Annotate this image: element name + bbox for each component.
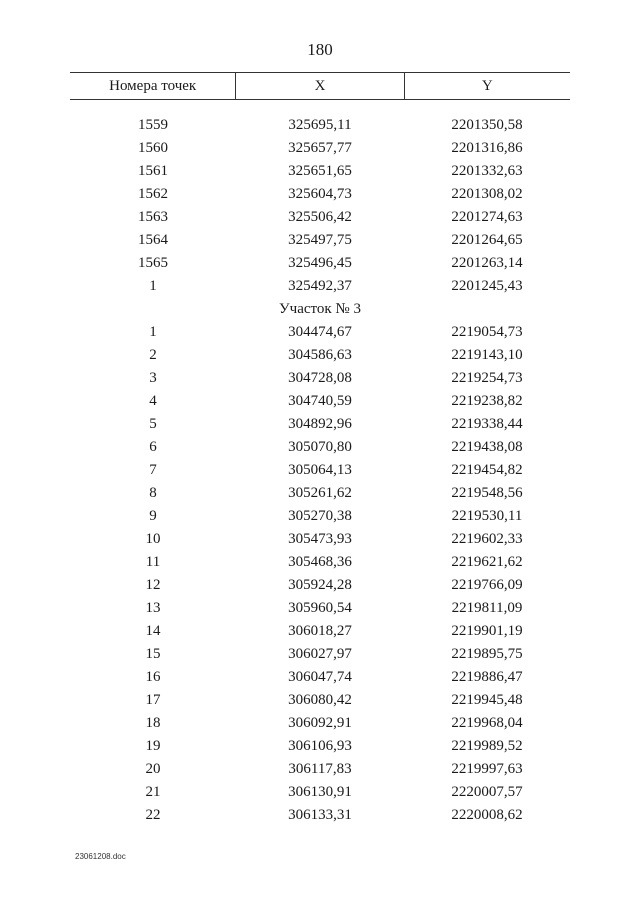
y-coordinate-cell: 2201316,86 xyxy=(451,140,523,156)
point-number-cell: 6 xyxy=(149,439,157,455)
point-number-cell: 18 xyxy=(145,715,161,731)
x-coordinate-cell: 304892,96 xyxy=(288,416,352,432)
x-coordinate-cell: 305261,62 xyxy=(288,485,352,501)
y-coordinate-cell: 2219968,04 xyxy=(451,715,523,731)
y-coordinate-cell: 2219886,47 xyxy=(451,669,523,685)
table-row xyxy=(70,781,570,804)
x-coordinate-cell: 304586,63 xyxy=(288,347,352,363)
x-coordinate-cell: 325506,42 xyxy=(288,209,352,225)
y-coordinate-cell: 2219338,44 xyxy=(451,416,523,432)
table-row xyxy=(70,160,570,183)
y-coordinate-cell: 2201245,43 xyxy=(451,278,523,294)
y-coordinate-cell: 2201274,63 xyxy=(451,209,523,225)
y-coordinate-cell: 2201332,63 xyxy=(451,163,523,179)
x-coordinate-cell: 304728,08 xyxy=(288,370,352,386)
x-coordinate-cell: 305070,80 xyxy=(288,439,352,455)
point-number-cell: 1559 xyxy=(138,117,168,133)
table-row xyxy=(70,666,570,689)
point-number-cell: 1560 xyxy=(138,140,168,156)
table-header xyxy=(70,72,570,100)
x-coordinate-cell: 306133,31 xyxy=(288,807,352,823)
table-row xyxy=(70,528,570,551)
table-row xyxy=(70,229,570,252)
y-coordinate-cell: 2219143,10 xyxy=(451,347,523,363)
y-coordinate-cell: 2201350,58 xyxy=(451,117,523,133)
point-number-cell: 3 xyxy=(149,370,157,386)
y-coordinate-cell: 2219054,73 xyxy=(451,324,523,340)
y-coordinate-cell: 2219621,62 xyxy=(451,554,523,570)
x-coordinate-cell: 325657,77 xyxy=(288,140,352,156)
y-coordinate-cell: 2220008,62 xyxy=(451,807,523,823)
x-coordinate-cell: 306047,74 xyxy=(288,669,352,685)
point-number-cell: 1565 xyxy=(138,255,168,271)
x-coordinate-cell: 306027,97 xyxy=(288,646,352,662)
x-coordinate-cell: 306130,91 xyxy=(288,784,352,800)
table-row xyxy=(70,367,570,390)
point-number-cell: 1563 xyxy=(138,209,168,225)
table-row xyxy=(70,344,570,367)
y-coordinate-cell: 2201264,65 xyxy=(451,232,523,248)
table-row xyxy=(70,321,570,344)
x-coordinate-cell: 305960,54 xyxy=(288,600,352,616)
table-row xyxy=(70,758,570,781)
table-row xyxy=(70,689,570,712)
coordinates-table-body xyxy=(70,114,570,827)
x-coordinate-cell: 325604,73 xyxy=(288,186,352,202)
x-coordinate-cell: 325497,75 xyxy=(288,232,352,248)
y-coordinate-cell: 2219989,52 xyxy=(451,738,523,754)
x-coordinate-cell: 306106,93 xyxy=(288,738,352,754)
y-coordinate-cell: 2219766,09 xyxy=(451,577,523,593)
point-number-cell: 16 xyxy=(145,669,161,685)
x-coordinate-cell: 325492,37 xyxy=(288,278,352,294)
table-row xyxy=(70,114,570,137)
x-coordinate-cell: 305270,38 xyxy=(288,508,352,524)
y-coordinate-cell: 2219945,48 xyxy=(451,692,523,708)
point-number-cell: 1561 xyxy=(138,163,168,179)
table-row xyxy=(70,482,570,505)
table-row xyxy=(70,436,570,459)
table-row xyxy=(70,252,570,275)
point-number-cell: 5 xyxy=(149,416,157,432)
y-coordinate-cell: 2201263,14 xyxy=(451,255,523,271)
table-row xyxy=(70,275,570,298)
table-row xyxy=(70,137,570,160)
y-coordinate-cell: 2219454,82 xyxy=(451,462,523,478)
x-coordinate-cell: 305468,36 xyxy=(288,554,352,570)
page-number: 180 xyxy=(307,40,333,59)
table-row xyxy=(70,206,570,229)
table-row xyxy=(70,804,570,827)
x-coordinate-cell: 305924,28 xyxy=(288,577,352,593)
table-row xyxy=(70,183,570,206)
point-number-cell: 2 xyxy=(149,347,157,363)
point-number-cell: 9 xyxy=(149,508,157,524)
x-coordinate-cell: 304740,59 xyxy=(288,393,352,409)
y-coordinate-cell: 2219254,73 xyxy=(451,370,523,386)
point-number-cell: 22 xyxy=(145,807,161,823)
table-row xyxy=(70,597,570,620)
point-number-cell: 8 xyxy=(149,485,157,501)
table-row xyxy=(70,390,570,413)
y-coordinate-cell: 2219895,75 xyxy=(451,646,523,662)
column-header-y: Y xyxy=(404,73,570,99)
x-coordinate-cell: 306018,27 xyxy=(288,623,352,639)
column-header-x: X xyxy=(235,73,403,99)
x-coordinate-cell: 306092,91 xyxy=(288,715,352,731)
y-coordinate-cell: 2219238,82 xyxy=(451,393,523,409)
footer-filename: 23061208.doc xyxy=(75,852,126,861)
point-number-cell: 1564 xyxy=(138,232,168,248)
section-title: Участок № 3 xyxy=(279,301,361,317)
x-coordinate-cell: 325651,65 xyxy=(288,163,352,179)
point-number-cell: 7 xyxy=(149,462,157,478)
table-row xyxy=(70,413,570,436)
y-coordinate-cell: 2219602,33 xyxy=(451,531,523,547)
x-coordinate-cell: 304474,67 xyxy=(288,324,352,340)
point-number-cell: 12 xyxy=(145,577,161,593)
point-number-cell: 13 xyxy=(145,600,161,616)
y-coordinate-cell: 2219530,11 xyxy=(451,508,523,524)
point-number-cell: 17 xyxy=(145,692,161,708)
point-number-cell: 20 xyxy=(145,761,161,777)
point-number-cell: 1 xyxy=(149,324,157,340)
table-row xyxy=(70,505,570,528)
point-number-cell: 19 xyxy=(145,738,161,754)
table-row xyxy=(70,620,570,643)
x-coordinate-cell: 305064,13 xyxy=(288,462,352,478)
point-number-cell: 11 xyxy=(145,554,161,570)
table-row xyxy=(70,574,570,597)
y-coordinate-cell: 2219997,63 xyxy=(451,761,523,777)
point-number-cell: 10 xyxy=(145,531,161,547)
point-number-cell: 14 xyxy=(145,623,161,639)
point-number-cell: 1562 xyxy=(138,186,168,202)
column-header-point-number: Номера точек xyxy=(109,77,197,94)
table-row xyxy=(70,643,570,666)
y-coordinate-cell: 2219901,19 xyxy=(451,623,523,639)
point-number-cell: 4 xyxy=(149,393,157,409)
y-coordinate-cell: 2219548,56 xyxy=(451,485,523,501)
x-coordinate-cell: 305473,93 xyxy=(288,531,352,547)
x-coordinate-cell: 306117,83 xyxy=(288,761,352,777)
y-coordinate-cell: 2219438,08 xyxy=(451,439,523,455)
y-coordinate-cell: 2220007,57 xyxy=(451,784,523,800)
point-number-cell: 21 xyxy=(145,784,161,800)
point-number-cell: 15 xyxy=(145,646,161,662)
x-coordinate-cell: 325496,45 xyxy=(288,255,352,271)
x-coordinate-cell: 325695,11 xyxy=(288,117,352,133)
y-coordinate-cell: 2219811,09 xyxy=(451,600,523,616)
table-row xyxy=(70,735,570,758)
y-coordinate-cell: 2201308,02 xyxy=(451,186,523,202)
point-number-cell: 1 xyxy=(149,278,157,294)
table-row xyxy=(70,459,570,482)
table-row xyxy=(70,551,570,574)
table-row xyxy=(70,712,570,735)
x-coordinate-cell: 306080,42 xyxy=(288,692,352,708)
